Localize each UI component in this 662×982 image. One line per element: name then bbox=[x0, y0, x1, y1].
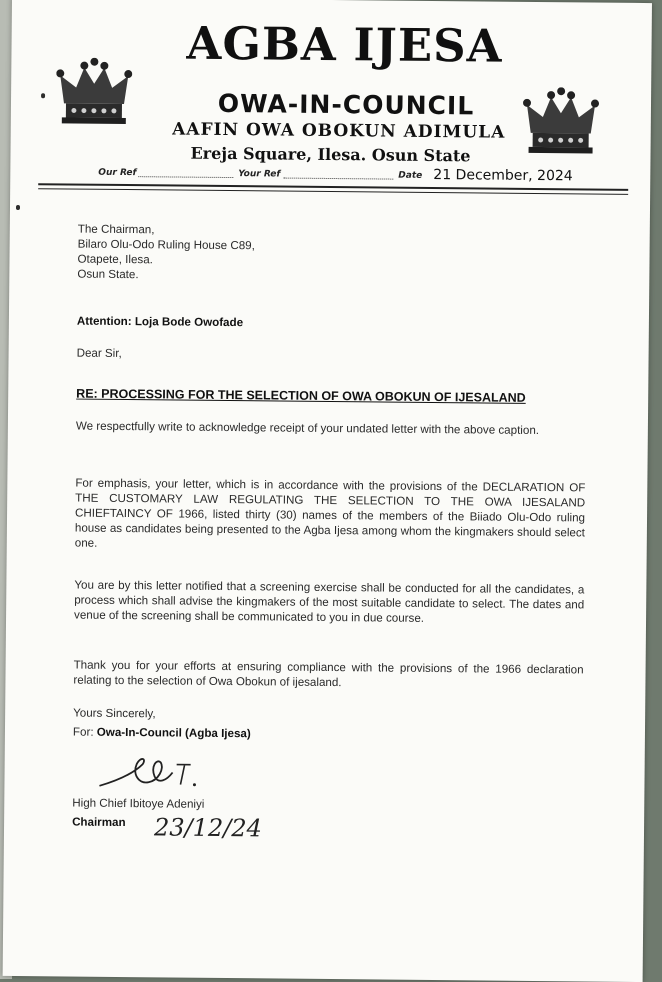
recipient-line: Bilaro Olu-Odo Ruling House C89, bbox=[77, 237, 255, 253]
attention-line: Attention: Loja Bode Owofade bbox=[76, 314, 244, 330]
letterhead-subtitle: OWA-IN-COUNCIL bbox=[217, 88, 475, 121]
for-prefix: For: bbox=[72, 725, 94, 739]
valediction: Yours Sincerely, bbox=[73, 706, 156, 721]
your-ref-line bbox=[283, 178, 393, 180]
recipient-line: Otapete, Ilesa. bbox=[77, 252, 153, 267]
salutation: Dear Sir, bbox=[76, 346, 122, 360]
letterhead-palace: AAFIN OWA OBOKUN ADIMULA bbox=[172, 119, 506, 143]
speck bbox=[41, 93, 45, 98]
for-name: Owa-In-Council (Agba Ijesa) bbox=[96, 725, 251, 741]
crown-emblem-left bbox=[56, 57, 133, 128]
paragraph: Thank you for your efforts at ensuring compliance with the provisions of the 1966 declaration relating to the selection of Owa Obokun of ijesaland. bbox=[73, 658, 584, 690]
paragraph: We respectfully write to acknowledge receipt of your undated letter with the above caption. bbox=[75, 419, 540, 438]
letterhead-address: Ereja Square, Ilesa. Osun State bbox=[190, 143, 471, 166]
our-ref-line bbox=[138, 176, 233, 178]
signature bbox=[94, 750, 204, 801]
recipient-line: Osun State. bbox=[77, 267, 139, 282]
signatory-role: Chairman bbox=[72, 815, 126, 830]
signatory-name: High Chief Ibitoye Adeniyi bbox=[72, 796, 205, 811]
letter-date: 21 December, 2024 bbox=[433, 166, 573, 185]
for-line bbox=[73, 725, 583, 745]
paragraph: You are by this letter notified that a screening exercise shall be conducted for all the candidates, a process which shall advise the kingmakers of the most suitable candidate to select. The dates and venue of the screening shall be communicated to you in due course. bbox=[74, 578, 585, 625]
speck bbox=[16, 205, 20, 210]
letterhead-title: AGBA IJESA bbox=[186, 16, 503, 73]
recipient-block bbox=[77, 222, 588, 287]
our-ref-label: Our Ref bbox=[98, 167, 137, 179]
date-label: Date bbox=[398, 170, 423, 181]
subject-heading: RE: PROCESSING FOR THE SELECTION OF OWA OBOKUN OF IJESALAND bbox=[76, 386, 526, 405]
handwritten-date: 23/12/24 bbox=[153, 813, 262, 843]
your-ref-label: Your Ref bbox=[238, 169, 281, 180]
recipient-line: The Chairman, bbox=[77, 222, 155, 237]
letter-page bbox=[3, 0, 652, 982]
paragraph: For emphasis, your letter, which is in accordance with the provisions of the DECLARATION OF THE CUSTOMARY LAW REGULATING THE SELECTION TO THE OWA IJESALAND CHIEFTAINCY OF 1966, listed thirty (30) names of the members of the Biiado Olu-Odo ruling house as candidates being presented to the Agba Ijesa among whom the kingmakers should select one. bbox=[74, 476, 586, 550]
